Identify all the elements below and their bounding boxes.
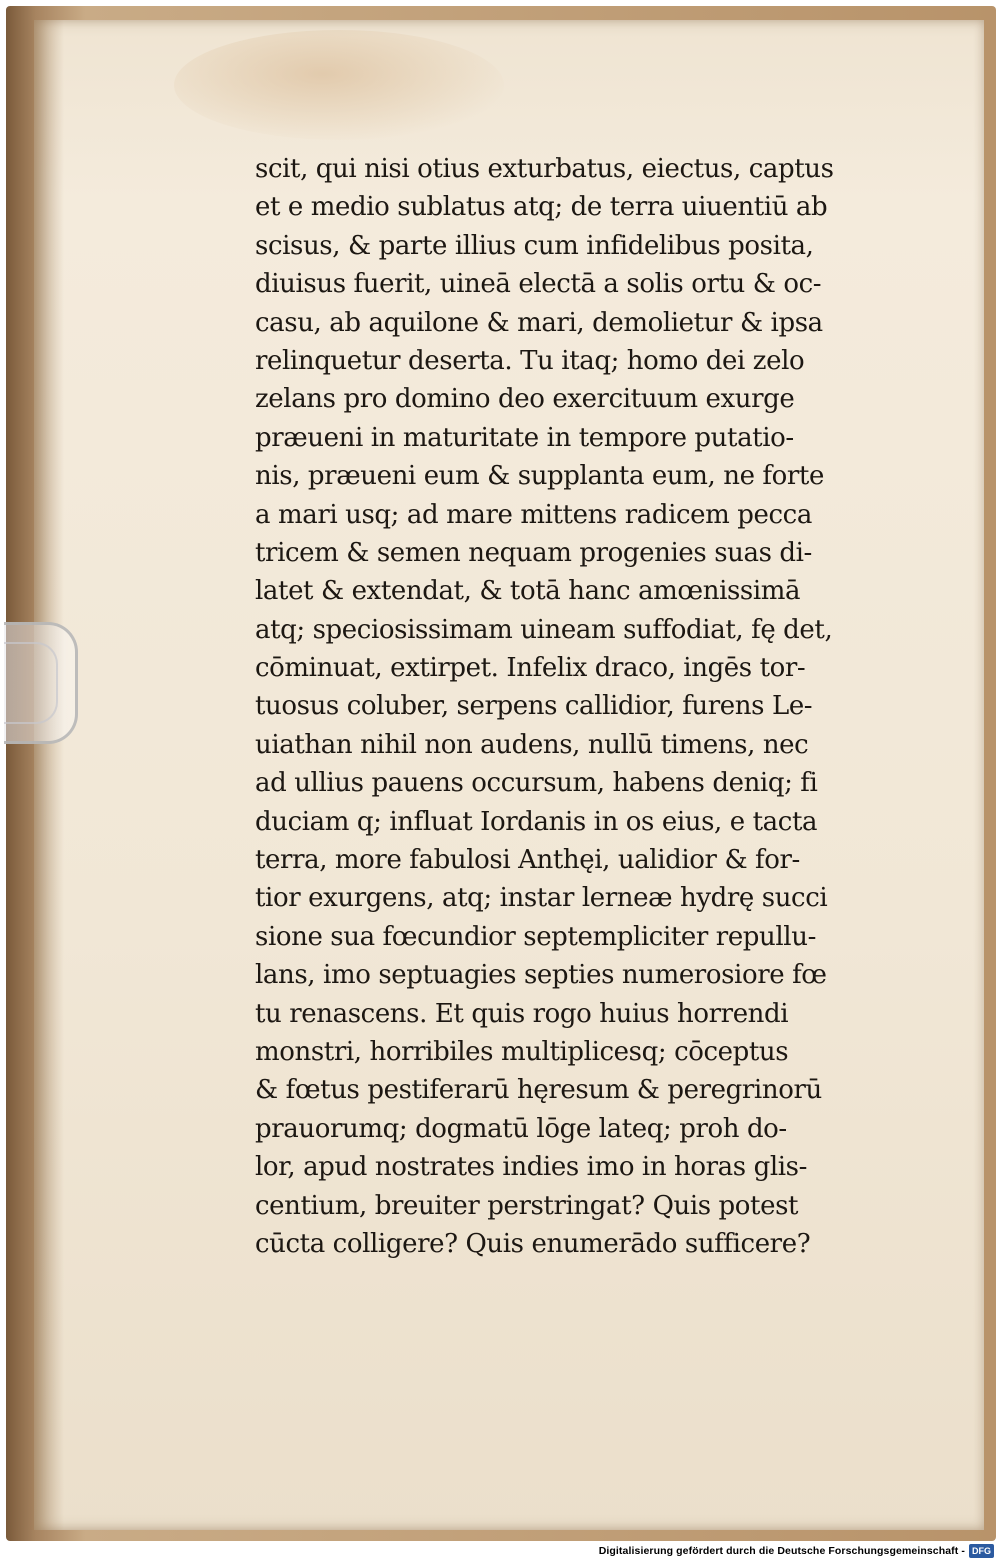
credit-text: Digitalisierung gefördert durch die Deutsche Forschungsgemeinschaft - (598, 1545, 965, 1557)
text-line: & fœtus pestiferarū hęresum & peregrinorū (255, 1075, 822, 1106)
text-line: relinquetur deserta. Tu itaq; homo dei zelo (255, 345, 805, 376)
printed-text-block (255, 150, 905, 1263)
text-line: atq; speciosissimam uineam suffodiat, fę det, (255, 614, 833, 645)
text-line: nis, præueni eum & supplanta eum, ne forte (255, 461, 824, 492)
text-line: ad ullius pauens occursum, habens deniq; fi (255, 768, 818, 799)
text-line: tior exurgens, atq; instar lerneæ hydrę succi (255, 883, 828, 914)
text-line: tricem & semen nequam progenies suas di- (255, 537, 812, 568)
text-line: præueni in maturitate in tempore putatio- (255, 422, 794, 453)
text-line: zelans pro domino deo exercituum exurge (255, 384, 795, 415)
text-line: prauorumq; dogmatū lōge lateq; proh do- (255, 1113, 787, 1144)
text-line: cūcta colligere? Quis enumerādo sufficere? (255, 1228, 811, 1259)
gutter-shadow (34, 20, 64, 1530)
text-line: diuisus fuerit, uineā electā a solis ortu & oc- (255, 269, 822, 300)
text-line: monstri, horribiles multiplicesq; cōceptus (255, 1036, 789, 1067)
text-line: scit, qui nisi otius exturbatus, eiectus, captus (255, 154, 834, 184)
text-line: cōminuat, extirpet. Infelix draco, ingēs tor- (255, 653, 806, 684)
dfg-logo: DFG (969, 1544, 994, 1558)
text-line: a mari usq; ad mare mittens radicem pecca (255, 499, 812, 530)
digitization-credit (599, 1543, 994, 1559)
text-line: et e medio sublatus atq; de terra uiuentiū ab (255, 192, 828, 223)
page-clip-inner (4, 642, 58, 724)
text-line: centium, breuiter perstringat? Quis potest (255, 1190, 799, 1221)
text-line: sione sua fœcundior septempliciter repullu- (255, 921, 816, 952)
text-line: lans, imo septuagies septies numerosiore fœ (255, 960, 827, 991)
text-line: duciam q; influat Iordanis in os eius, e tacta (255, 806, 818, 837)
text-line: tuosus coluber, serpens callidior, furens Le- (255, 691, 813, 722)
water-stain (174, 30, 504, 140)
text-line: scisus, & parte illius cum infidelibus posita, (255, 230, 814, 261)
text-line: tu renascens. Et quis rogo huius horrendi (255, 998, 789, 1029)
text-line: terra, more fabulosi Anthęi, ualidior & for- (255, 845, 800, 876)
text-line: uiathan nihil non audens, nullū timens, nec (255, 729, 809, 760)
text-line: lor, apud nostrates indies imo in horas glis- (255, 1152, 807, 1183)
text-line: latet & extendat, & totā hanc amœnissimā (255, 576, 801, 607)
text-line: casu, ab aquilone & mari, demolietur & ipsa (255, 307, 823, 338)
